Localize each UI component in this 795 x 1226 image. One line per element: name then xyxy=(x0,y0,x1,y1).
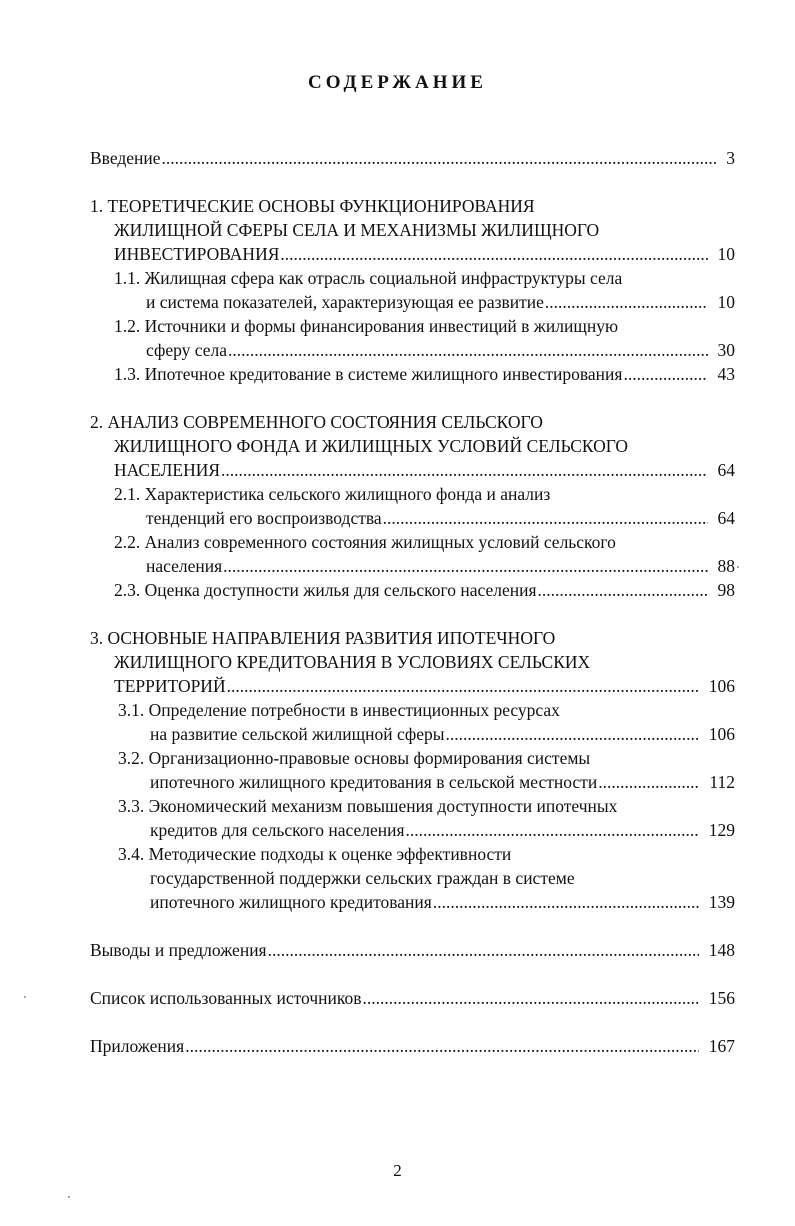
scan-speck xyxy=(68,1196,70,1198)
toc-page-number: 129 xyxy=(708,820,735,840)
scan-speck xyxy=(24,996,26,998)
toc-section-3-2-line2 xyxy=(150,770,735,794)
toc-page-number: 167 xyxy=(708,1036,735,1056)
toc-page-number: 106 xyxy=(708,676,735,696)
toc-chapter-1-line3 xyxy=(114,242,735,266)
toc-page-number: 106 xyxy=(708,724,735,744)
toc-section-1-1-line1: 1.1. Жилищная сфера как отрасль социальной инфраструктуры села xyxy=(114,268,623,288)
toc-section-3-1-line1: 3.1. Определение потребности в инвестиционных ресурсах xyxy=(118,700,560,720)
dot-leader xyxy=(537,578,708,602)
toc-page-number: 30 xyxy=(717,340,735,360)
toc-section-3-3-line1: 3.3. Экономический механизм повышения доступности ипотечных xyxy=(118,796,618,816)
toc-section-2-3 xyxy=(114,578,735,602)
toc-entry-text: тенденций его воспроизводства xyxy=(146,508,382,528)
toc-chapter-1-line1: 1. ТЕОРЕТИЧЕСКИЕ ОСНОВЫ ФУНКЦИОНИРОВАНИЯ xyxy=(90,196,535,216)
toc-entry-text: и система показателей, характеризующая ее развитие xyxy=(146,292,544,312)
page-number: 2 xyxy=(393,1161,402,1180)
toc-section-1-2-line2 xyxy=(146,338,735,362)
dot-leader xyxy=(161,146,717,170)
scan-speck xyxy=(737,566,739,568)
toc-section-3-4-line2: государственной поддержки сельских граждан в системе xyxy=(150,868,575,888)
toc-section-3-2-line1: 3.2. Организационно-правовые основы формирования системы xyxy=(118,748,591,768)
dot-leader xyxy=(279,242,707,266)
toc-section-2-2-line2 xyxy=(146,554,735,578)
toc-entry-references xyxy=(90,986,735,1010)
toc-entry-text: ипотечного жилищного кредитования xyxy=(150,892,432,912)
toc-page-number: 88 xyxy=(717,556,735,576)
toc-entry-text: Выводы и предложения xyxy=(90,940,267,960)
toc-section-3-4-line1: 3.4. Методические подходы к оценке эффективности xyxy=(118,844,512,864)
toc-section-1-1-line2 xyxy=(146,290,735,314)
toc-entry-text: ипотечного жилищного кредитования в сельской местности xyxy=(150,772,598,792)
dot-leader xyxy=(222,554,707,578)
toc-page-number: 10 xyxy=(717,292,735,312)
dot-leader xyxy=(544,290,708,314)
toc-entry-conclusions xyxy=(90,938,735,962)
toc-section-3-4-line3 xyxy=(150,890,735,914)
dot-leader xyxy=(220,458,707,482)
toc-page-number: 98 xyxy=(717,580,735,600)
toc-entry-text: сферу села xyxy=(146,340,227,360)
page-title: СОДЕРЖАНИЕ xyxy=(308,72,487,93)
toc-entry-text: на развитие сельской жилищной сферы xyxy=(150,724,445,744)
toc-page-number: 139 xyxy=(708,892,735,912)
dot-leader xyxy=(227,338,708,362)
toc-page-number: 64 xyxy=(717,508,735,528)
toc-chapter-2-line2: ЖИЛИЩНОГО ФОНДА И ЖИЛИЩНЫХ УСЛОВИЙ СЕЛЬСКОГО xyxy=(114,436,629,456)
dot-leader xyxy=(267,938,699,962)
toc-page-number: 112 xyxy=(709,772,735,792)
toc-entry-intro xyxy=(90,146,735,170)
toc-section-1-2-line1: 1.2. Источники и формы финансирования инвестиций в жилищную xyxy=(114,316,619,336)
toc-section-3-3-line2 xyxy=(150,818,735,842)
toc-chapter-2-line3 xyxy=(114,458,735,482)
toc-entry-text: ТЕРРИТОРИЙ xyxy=(114,676,226,696)
toc-entry-text: НАСЕЛЕНИЯ xyxy=(114,460,221,480)
dot-leader xyxy=(432,890,699,914)
dot-leader xyxy=(597,770,699,794)
toc-entry-text: населения xyxy=(146,556,223,576)
toc-section-2-1-line1: 2.1. Характеристика сельского жилищного фонда и анализ xyxy=(114,484,551,504)
dot-leader xyxy=(622,362,707,386)
toc-chapter-3-line1: 3. ОСНОВНЫЕ НАПРАВЛЕНИЯ РАЗВИТИЯ ИПОТЕЧНОГО xyxy=(90,628,556,648)
toc-section-2-1-line2 xyxy=(146,506,735,530)
toc-page-number: 64 xyxy=(717,460,735,480)
toc-entry-text: 2.3. Оценка доступности жилья для сельского населения xyxy=(114,580,537,600)
toc-entry-appendices xyxy=(90,1034,735,1058)
toc-section-2-2-line1: 2.2. Анализ современного состояния жилищных условий сельского xyxy=(114,532,616,552)
toc-page-number: 43 xyxy=(717,364,735,384)
toc-entry-text: ИНВЕСТИРОВАНИЯ xyxy=(114,244,280,264)
dot-leader xyxy=(362,986,699,1010)
toc-entry-text: Приложения xyxy=(90,1036,185,1056)
dot-leader xyxy=(226,674,699,698)
dot-leader xyxy=(382,506,708,530)
toc-entry-text: 1.3. Ипотечное кредитование в системе жилищного инвестирования xyxy=(114,364,623,384)
toc-page-number: 10 xyxy=(717,244,735,264)
toc-chapter-1-line2: ЖИЛИЩНОЙ СФЕРЫ СЕЛА И МЕХАНИЗМЫ ЖИЛИЩНОГО xyxy=(114,220,600,240)
dot-leader xyxy=(445,722,699,746)
toc-page-number: 148 xyxy=(708,940,735,960)
toc-chapter-3-line2: ЖИЛИЩНОГО КРЕДИТОВАНИЯ В УСЛОВИЯХ СЕЛЬСКИХ xyxy=(114,652,591,672)
toc-entry-text: Введение xyxy=(90,148,161,168)
toc-entry-text: кредитов для сельского населения xyxy=(150,820,405,840)
toc-page-number: 3 xyxy=(726,148,735,168)
dot-leader xyxy=(405,818,699,842)
toc-page-number: 156 xyxy=(708,988,735,1008)
toc-section-3-1-line2 xyxy=(150,722,735,746)
toc-chapter-3-line3 xyxy=(114,674,735,698)
dot-leader xyxy=(184,1034,699,1058)
toc-section-1-3 xyxy=(114,362,735,386)
toc-entry-text: Список использованных источников xyxy=(90,988,362,1008)
toc-chapter-2-line1: 2. АНАЛИЗ СОВРЕМЕННОГО СОСТОЯНИЯ СЕЛЬСКОГО xyxy=(90,412,543,432)
